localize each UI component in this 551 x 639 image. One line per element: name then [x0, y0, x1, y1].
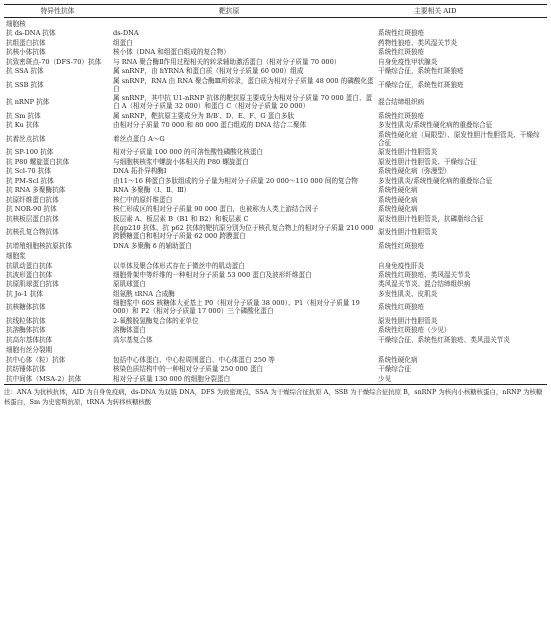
cell-related-aid: 系统性硬化病 [378, 205, 418, 214]
table-row [4, 241, 547, 250]
cell-target-antigen: 包括中心体蛋白、中心粒周围蛋白、中心体蛋白 250 等 [113, 355, 275, 364]
table-body [4, 18, 547, 385]
cell-related-aid: 干燥综合征，系统性红斑狼疮 [378, 67, 464, 76]
cell-target-antigen: 由相对分子质量 70 000 和 80 000 蛋白组成的 DNA 结合二聚体 [113, 121, 307, 130]
table-row [4, 66, 547, 75]
cell-related-aid: 自身免疫性甲状腺炎 [378, 57, 438, 66]
table-row [4, 166, 547, 175]
cell-target-antigen: 核仁中的原纤维蛋白 [113, 195, 173, 204]
cell-target-antigen: DNA 拓扑异构酶Ⅰ [113, 167, 167, 176]
table-row [4, 93, 547, 111]
cell-target-antigen: 高尔基复合体 [113, 335, 153, 344]
table-row [4, 111, 547, 120]
cell-antibody: 抗 RNA 多聚酶抗体 [6, 186, 66, 195]
cell-related-aid: 系统性红斑狼疮（少见） [378, 326, 451, 335]
table-row [4, 270, 547, 279]
cell-related-aid: 多发性肌炎、皮肌炎 [378, 289, 438, 298]
cell-antibody: 抗 ds-DNA 抗体 [6, 29, 56, 38]
cell-antibody: 抗 SSB 抗体 [6, 80, 44, 89]
cell-related-aid: 混合结缔组织病 [378, 98, 425, 107]
cell-related-aid: 系统性红斑狼疮 [378, 241, 425, 250]
cell-target-antigen: ds-DNA [113, 29, 139, 38]
cell-target-antigen: 抗gp210 抗体、抗 p62 抗体的靶抗原分别为位于核孔复合物上的相对分子质量 210 000 跨膜糖蛋白和相对分子质量 62 000 跨膜蛋白 [113, 223, 374, 241]
table-footnote: 注：ANA 为抗核抗体，AID 为自身免疫病，ds-DNA 为双链 DNA，DFS 为致密斑点，SSA 为干燥综合征抗原 A，SSB 为干燥综合征抗原 B，snRNP 为核内小核糖核蛋白，nRNP 为核糖核蛋白，Sm 为史密斯抗原，tRNA 为转移核糖核酸 [4, 388, 543, 406]
section-title: 细胞核 [6, 19, 26, 28]
cell-antibody: 抗 SP-100 抗体 [6, 148, 54, 157]
cell-target-antigen: 2-氧酸脱氢酶复合体的亚单位 [113, 316, 199, 325]
cell-related-aid: 原发性胆汁性胆管炎 [378, 316, 438, 325]
cell-related-aid: 原发性胆汁性胆管炎、干燥综合征 [378, 157, 477, 166]
cell-antibody: 抗 Jo-1 抗体 [6, 289, 44, 298]
cell-target-antigen: 核染色质结构中的一种相对分子质量 250 000 蛋白 [113, 365, 264, 374]
cell-antibody: 抗增殖细胞核抗原抗体 [6, 241, 72, 250]
table-row [4, 195, 547, 204]
cell-target-antigen: DNA 多聚酶 δ 的辅助蛋白 [113, 241, 192, 250]
table-row [4, 335, 547, 344]
cell-target-antigen: 与 RNA 聚合酶Ⅱ作用过程相关的转录辅助激活蛋白（相对分子质量 70 000） [113, 57, 341, 66]
table-row [4, 185, 547, 194]
cell-related-aid: 干燥综合征，系统性红斑狼疮 [378, 80, 464, 89]
cell-target-antigen: 溶酶体蛋白 [113, 326, 146, 335]
section-row [4, 345, 547, 355]
table-row [4, 374, 547, 385]
section-row [4, 250, 547, 260]
table-row [4, 299, 547, 317]
cell-related-aid: 系统性硬化病（弥漫型） [378, 167, 451, 176]
cell-target-antigen: 属 snRNP，靶抗原主要成分为 B/B′、D、E、F、G 蛋白多肽 [113, 111, 295, 120]
cell-antibody: 抗 Sm 抗体 [6, 111, 41, 120]
cell-antibody: 抗 P80 螺旋蛋白抗体 [6, 157, 70, 166]
cell-antibody: 抗线粒体抗体 [6, 316, 46, 325]
cell-related-aid: 系统性硬化病 [378, 355, 418, 364]
table-row [4, 29, 547, 38]
table-row [4, 76, 547, 94]
cell-related-aid: 系统性硬化病 [378, 186, 418, 195]
cell-target-antigen: 与细胞核核浆中螺旋小体相关的 P80 螺旋蛋白 [113, 157, 249, 166]
cell-antibody: 抗高尔基体抗体 [6, 335, 53, 344]
cell-target-antigen: 细胞浆中 60S 核糖体大亚基上 P0（相对分子质量 38 000）、P1（相对分子质量 19 000）和 P2（相对分子质量 17 000）三个磷酸化蛋白 [113, 299, 360, 316]
table-row [4, 176, 547, 185]
cell-antibody: 抗原肌球蛋白抗体 [6, 280, 59, 289]
table-row [4, 121, 547, 130]
table-row [4, 204, 547, 213]
cell-related-aid: 原发性胆汁性胆管炎 [378, 228, 438, 237]
table-row [4, 223, 547, 241]
cell-antibody: 抗原纤维蛋白抗体 [6, 195, 59, 204]
cell-target-antigen: 板层素 A、板层素 B（B1 和 B2）和板层素 C [113, 214, 249, 223]
table-row [4, 280, 547, 289]
cell-antibody: 抗 NOR-90 抗体 [6, 205, 57, 214]
cell-related-aid: 干燥综合征、系统性红斑狼疮、类风湿关节炎 [378, 335, 510, 344]
section-title: 细胞浆 [6, 251, 26, 260]
cell-target-antigen: 着丝点蛋白 A～G [113, 134, 165, 143]
cell-related-aid: 系统性红斑狼疮 [378, 48, 425, 57]
cell-related-aid: 系统性红斑狼疮 [378, 29, 425, 38]
cell-target-antigen: 核小体（DNA 和组蛋白组成的复合物） [113, 48, 230, 57]
cell-antibody: 抗 nRNP 抗体 [6, 98, 50, 107]
cell-target-antigen: 组蛋白 [113, 38, 133, 47]
table-row [4, 355, 547, 364]
section-row [4, 18, 547, 29]
cell-target-antigen: RNA 多聚酶（Ⅰ、Ⅱ、Ⅲ） [113, 186, 191, 195]
header-antibody: 特异性抗体 [4, 5, 111, 18]
cell-target-antigen: 核仁形成区的相对分子质量 90 000 蛋白，也被称为人类上游结合因子 [113, 205, 319, 214]
cell-antibody: 抗中心体（粒）抗体 [6, 355, 66, 364]
section-title: 细胞有丝分裂期 [6, 346, 53, 355]
cell-target-antigen: 细胞骨架中等纤维的一种相对分子质量 53 000 蛋白及波形纤维蛋白 [113, 270, 312, 279]
cell-antibody: 抗组蛋白抗体 [6, 38, 46, 47]
table-row [4, 130, 547, 148]
cell-related-aid: 少见 [376, 374, 547, 385]
cell-antibody: 抗 SSA 抗体 [6, 67, 44, 76]
cell-antibody: 抗纺锤体抗体 [6, 365, 46, 374]
header-related-aid: 主要相关 AID [376, 5, 547, 18]
cell-target-antigen: 属 snRNP，RNA 由 RNA 聚合酶Ⅲ所转录，蛋白质为相对分子质量 48 000 的磷酸化蛋白 [113, 76, 374, 93]
cell-target-antigen: 以单体及聚合体形式存在于微丝中的肌动蛋白 [113, 261, 245, 270]
cell-target-antigen: 组氨酰 tRNA 合成酶 [113, 289, 175, 298]
cell-target-antigen: 属 snRNP，由 hYRNA 和蛋白质（相对分子质量 60 000）组成 [113, 67, 304, 76]
cell-related-aid: 自身免疫性肝炎 [378, 261, 425, 270]
cell-antibody: 抗核板层蛋白抗体 [6, 214, 59, 223]
cell-target-antigen: 属 snRNP，其中抗 U1-nRNP 抗体的靶抗原主要成分为相对分子质量 70 000 蛋白、蛋白 A（相对分子质量 32 000）和蛋白 C（相对分子质量 20 000） [113, 94, 373, 111]
cell-antibody: 抗 Ku 抗体 [6, 121, 40, 130]
cell-antibody: 抗中间体（MSA-2）抗体 [4, 374, 111, 385]
cell-related-aid: 系统性红斑狼疮 [378, 111, 425, 120]
cell-antibody: 抗核孔复合物抗体 [6, 228, 59, 237]
table-row [4, 214, 547, 223]
cell-related-aid: 系统性硬化病 [378, 195, 418, 204]
cell-related-aid: 原发性胆汁性胆管炎 [378, 148, 438, 157]
header-target-antigen: 靶抗原 [111, 5, 376, 18]
table-header [4, 5, 547, 18]
cell-related-aid: 干燥综合征 [378, 365, 411, 374]
table-row [4, 157, 547, 166]
cell-related-aid: 多发性肌炎/系统性硬化病的重叠综合征 [378, 176, 493, 185]
cell-antibody: 抗核糖体抗体 [6, 303, 46, 312]
cell-related-aid: 系统性红斑狼疮、类风湿关节炎 [378, 270, 471, 279]
table-row [4, 326, 547, 335]
cell-antibody: 抗核小体抗体 [6, 48, 46, 57]
cell-target-antigen: 相对分子质量 100 000 的可溶性酸性磷酸化核蛋白 [113, 148, 264, 157]
table-row [4, 38, 547, 47]
cell-antibody: 抗 PM-Scl 抗体 [6, 176, 54, 185]
table-row [4, 365, 547, 374]
cell-antibody: 抗 Scl-70 抗体 [6, 167, 51, 176]
cell-target-antigen: 相对分子质量 130 000 的细胞分裂蛋白 [111, 374, 376, 385]
cell-antibody: 抗肌动蛋白抗体 [6, 261, 53, 270]
cell-antibody: 抗致密斑点-70（DFS-70）抗体 [6, 57, 102, 66]
cell-related-aid: 药物性狼疮、类风湿关节炎 [378, 38, 458, 47]
cell-antibody: 抗波形蛋白抗体 [6, 270, 53, 279]
table-row [4, 289, 547, 298]
cell-related-aid: 类风湿关节炎、混合结缔组织病 [378, 280, 471, 289]
cell-related-aid: 系统性红斑狼疮 [378, 303, 425, 312]
table-row [4, 148, 547, 157]
table-row [4, 261, 547, 270]
cell-related-aid: 原发性胆汁性胆管炎，抗磷脂综合征 [378, 214, 484, 223]
cell-related-aid: 系统性硬化症（局限型）、原发性胆汁性胆管炎、干燥综合征 [378, 130, 540, 147]
cell-related-aid: 多发性肌炎/系统性硬化病的重叠综合征 [378, 121, 493, 130]
cell-antibody: 抗溶酶体抗体 [6, 326, 46, 335]
table-row [4, 57, 547, 66]
cell-antibody: 抗着丝点抗体 [6, 134, 46, 143]
cell-target-antigen: 原肌球蛋白 [113, 280, 146, 289]
table-row [4, 48, 547, 57]
table-row [4, 316, 547, 325]
antibody-table [4, 4, 547, 385]
cell-target-antigen: 由11～16 种蛋白多肽组成的分子量为相对分子质量 20 000～110 000 间的复合物 [113, 176, 358, 185]
